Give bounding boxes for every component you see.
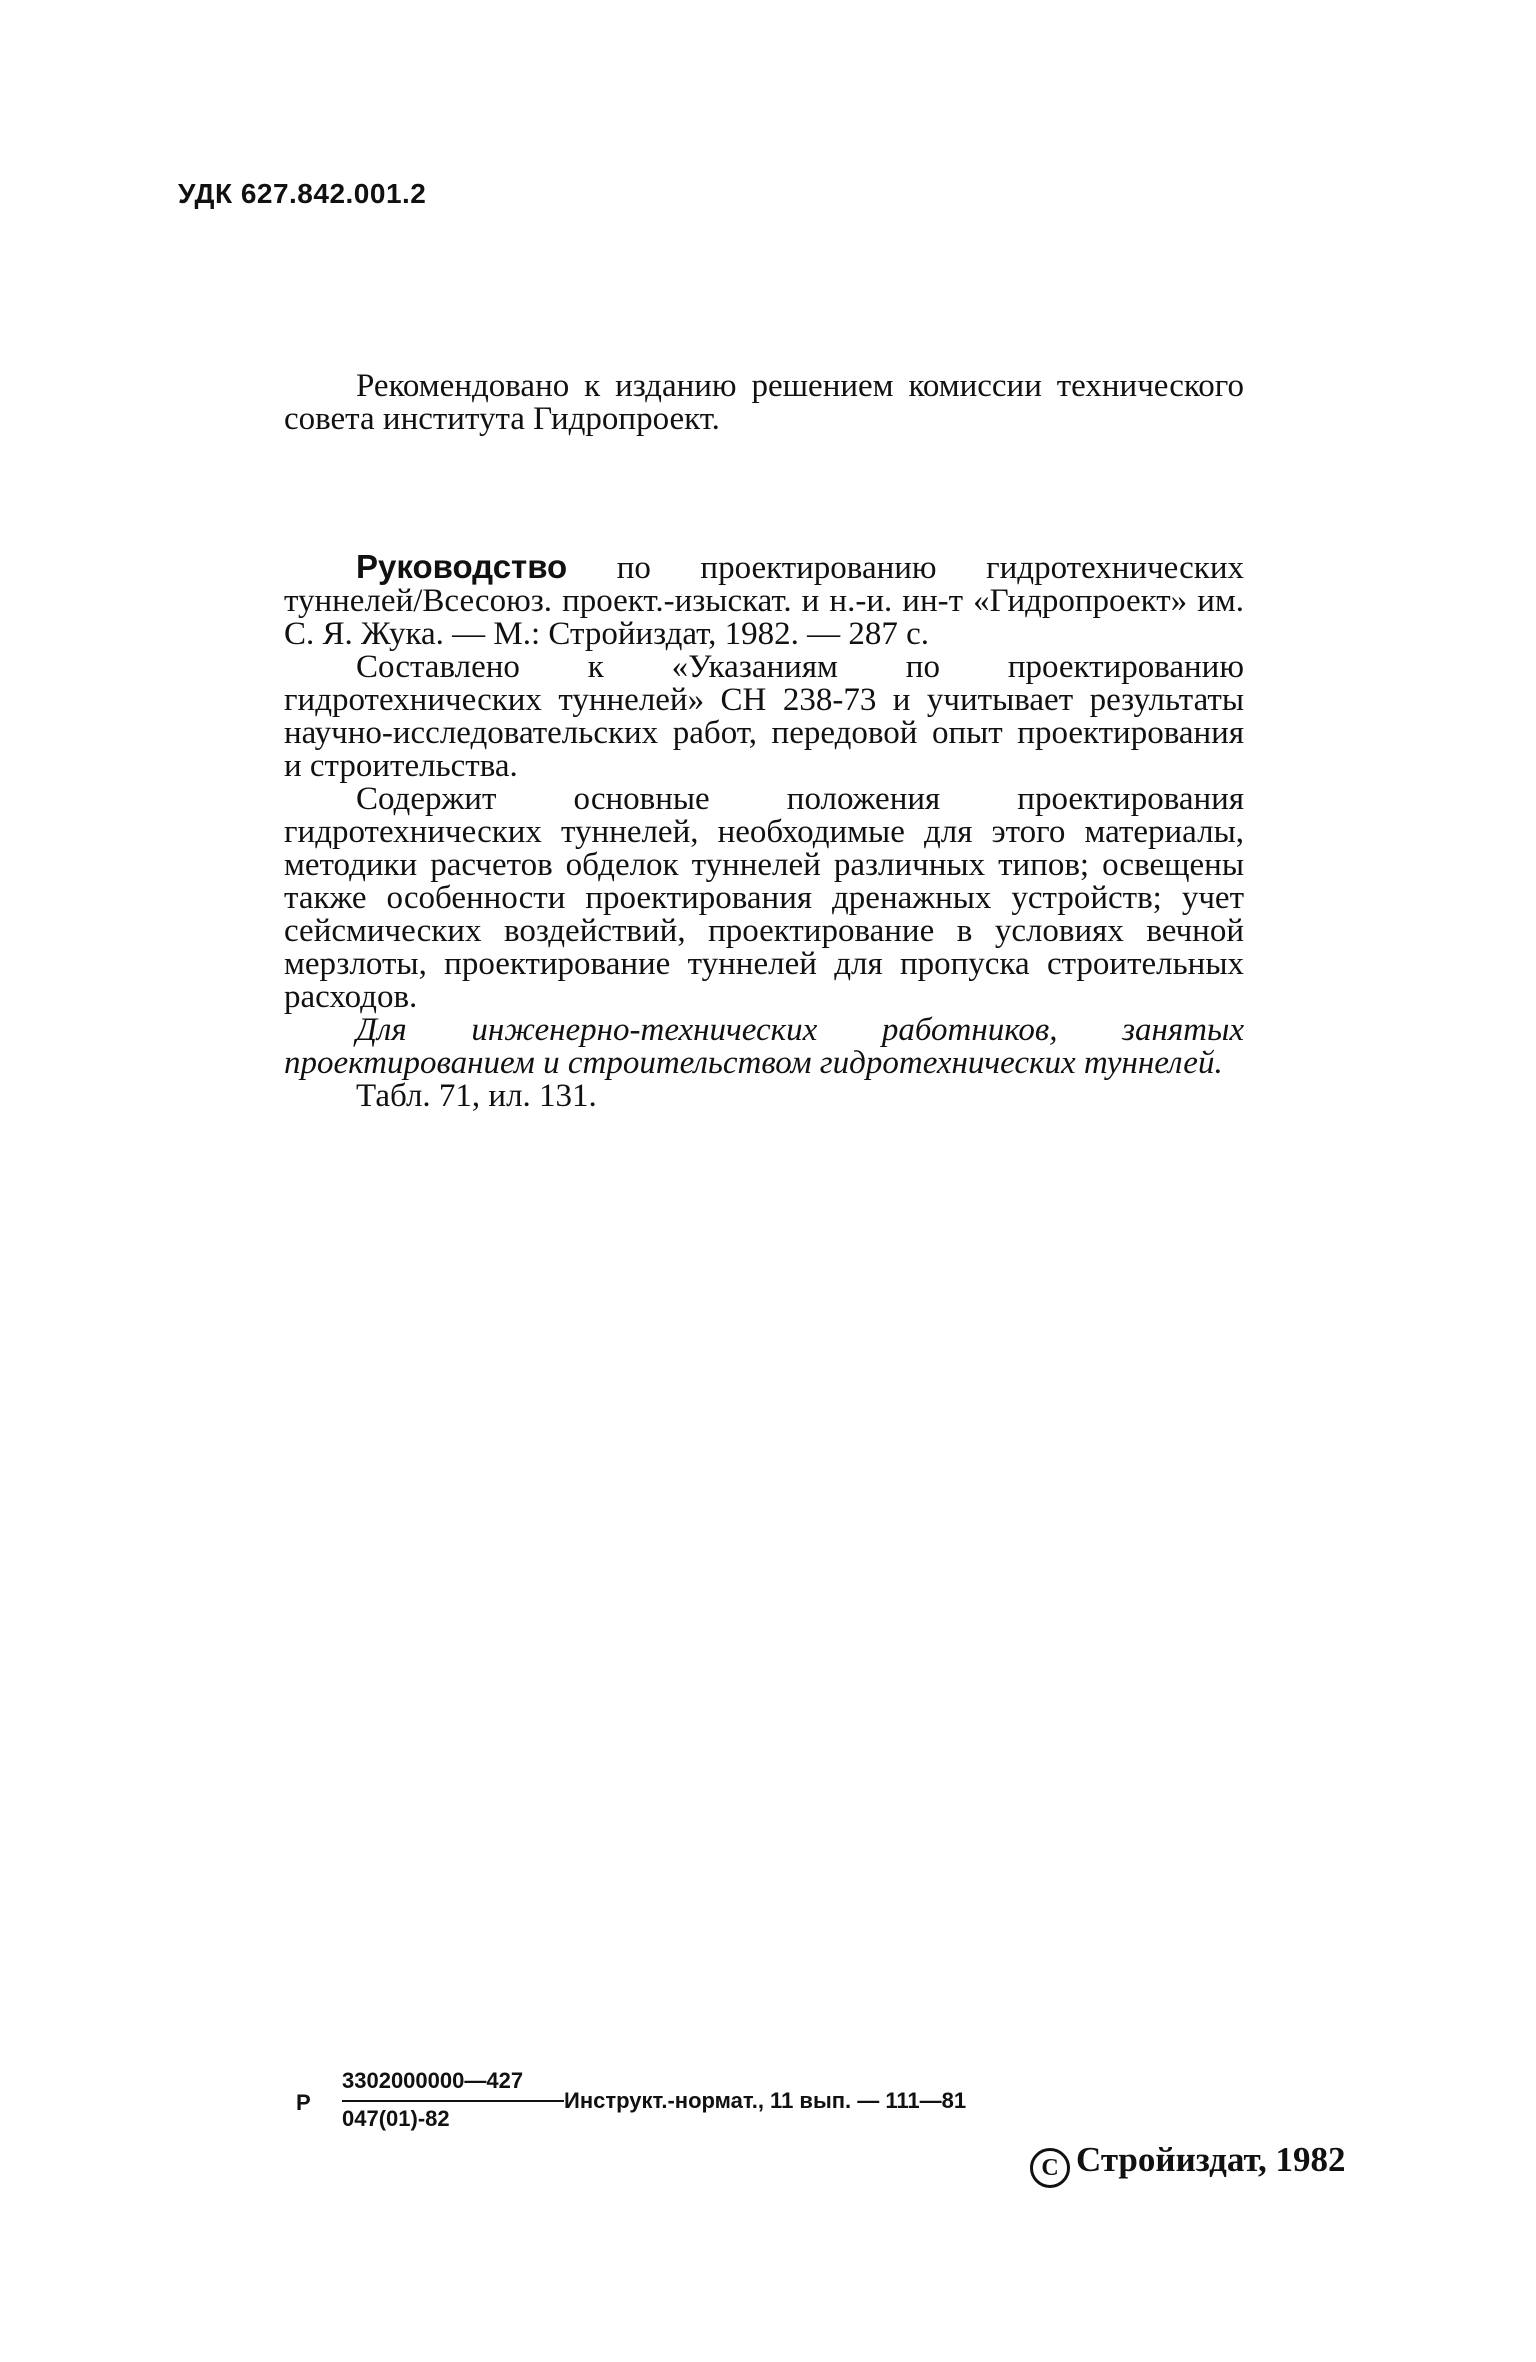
copyright-line: [1030, 2140, 1346, 2188]
annotation: [284, 550, 1244, 1113]
imprint-series: Инструкт.-нормат., 11 вып. — 111—81: [564, 2088, 967, 2113]
annotation-paragraph-2: Содержит основные положения проектирования гидротехнических туннелей, необходимые для этого материалы, методики расчетов обделок туннелей различных типов; освещены также особенности проектирования дренажных устройств; учет сейсмических воздействий, проектирование в условиях вечной мерзлоты, проектирование туннелей для пропуска строительных расходов.: [284, 781, 1244, 1015]
copyright-icon: C: [1030, 2148, 1070, 2188]
audience-paragraph: Для инженерно-технических работников, занятых проектированием и строительством гидротехнических туннелей.: [284, 1012, 1244, 1081]
copyright-text: Стройиздат, 1982: [1076, 2140, 1346, 2179]
bibliographic-details: по проектированию гидротехнических туннелей/Всесоюз. проект.-изыскат. и н.-и. ин-т «Гидропроект» им. С. Я. Жука. — М.: Стройиздат, 1982. — 287 с.: [284, 550, 1244, 652]
imprint-fraction-line: [342, 2100, 564, 2102]
imprint-numerator: 3302000000—427: [342, 2068, 524, 2093]
recommendation-note: [284, 370, 1244, 436]
tables-illustrations-count: Табл. 71, ил. 131.: [356, 1078, 597, 1114]
imprint-letter: Р: [296, 2090, 311, 2115]
bibliographic-entry: [284, 550, 1244, 651]
imprint-denominator: 047(01)-82: [342, 2106, 450, 2131]
udk-code: УДК 627.842.001.2: [178, 178, 427, 209]
annotation-paragraph-1: Составлено к «Указаниям по проектированию гидротехнических туннелей» СН 238-73 и учитывает результаты научно-исследовательских работ, передовой опыт проектирования и строительства.: [284, 649, 1244, 784]
recommendation-text: Рекомендовано к изданию решением комиссии технического совета института Гидропроект.: [284, 368, 1244, 437]
book-title: Руководство: [356, 548, 568, 585]
